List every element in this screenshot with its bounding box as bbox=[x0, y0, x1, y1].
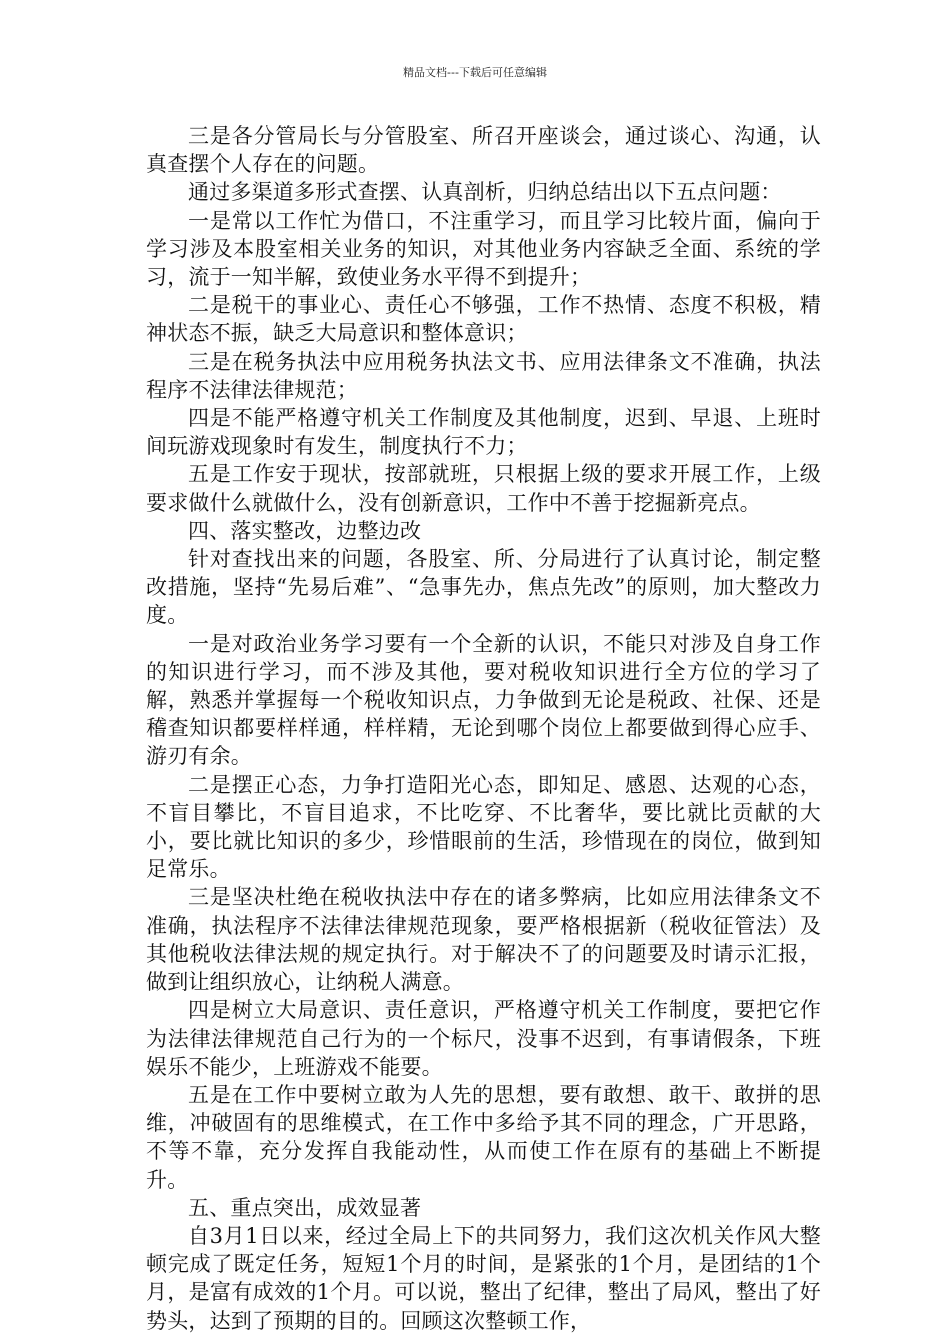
section-heading-5: 五、重点突出，成效显著 bbox=[188, 1195, 422, 1220]
paragraph-results: 自3月1日以来，经过全局上下的共同努力，我们这次机关作风大整顿完成了既定任务，短短1个月的时间，是紧张的1个月，是团结的1个月，是富有成效的1个月。可以说，整出了纪律，整出了局风，整出了好势头，达到了预期的目的。回顾这次整顿工作， bbox=[146, 1223, 821, 1333]
paragraph-measure-3: 三是坚决杜绝在税收执法中存在的诸多弊病，比如应用法律条文不准确，执法程序不法律法律规范现象，要严格根据新（税收征管法）及其他税收法律法规的规定执行。对于解决不了的问题要及时请示汇报，做到让组织放心，让纳税人满意。 bbox=[146, 885, 821, 995]
paragraph-measure-1: 一是对政治业务学习要有一个全新的认识，不能只对涉及自身工作的知识进行学习，而不涉及其他，要对税收知识进行全方位的学习了解，熟悉并掌握每一个税收知识点，力争做到无论是税政、社保、还是稽查知识都要样样通，样样精，无论到哪个岗位上都要做到得心应手、游刃有余。 bbox=[146, 631, 821, 769]
paragraph-problem-4: 四是不能严格遵守机关工作制度及其他制度，迟到、早退、上班时间玩游戏现象时有发生，制度执行不力； bbox=[146, 406, 821, 459]
page-header: 精品文档---下载后可任意编辑 bbox=[403, 66, 547, 79]
section-heading-4: 四、落实整改，边整边改 bbox=[188, 518, 422, 543]
paragraph-measure-2: 二是摆正心态，力争打造阳光心态，即知足、感恩、达观的心态，不盲目攀比，不盲目追求，不比吃穿、不比奢华，要比就比贡献的大小，要比就比知识的多少，珍惜眼前的生活，珍惜现在的岗位，做到知足常乐。 bbox=[146, 772, 821, 882]
paragraph-summary-intro: 通过多渠道多形式查摆、认真剖析，归纳总结出以下五点问题： bbox=[188, 180, 782, 205]
paragraph-measure-4: 四是树立大局意识、责任意识，严格遵守机关工作制度，要把它作为法律法律规范自己行为的一个标尺，没事不迟到，有事请假条，下班娱乐不能少，上班游戏不能要。 bbox=[146, 998, 821, 1079]
paragraph-forum-meetings: 三是各分管局长与分管股室、所召开座谈会，通过谈心、沟通，认真查摆个人存在的问题。 bbox=[146, 124, 821, 177]
document-body bbox=[146, 122, 821, 1335]
paragraph-problem-3: 三是在税务执法中应用税务执法文书、应用法律条文不准确，执法程序不法律法律规范； bbox=[146, 349, 821, 402]
paragraph-rectification-intro: 针对查找出来的问题，各股室、所、分局进行了认真讨论，制定整改措施，坚持“先易后难”、“急事先办，焦点先改”的原则，加大整改力度。 bbox=[146, 547, 821, 628]
paragraph-measure-5: 五是在工作中要树立敢为人先的思想，要有敢想、敢干、敢拼的思维，冲破固有的思维模式，在工作中多给予其不同的理念，广开思路，不等不靠，充分发挥自我能动性，从而使工作在原有的基础上不断提升。 bbox=[146, 1082, 821, 1192]
paragraph-problem-1: 一是常以工作忙为借口，不注重学习，而且学习比较片面，偏向于学习涉及本股室相关业务的知识，对其他业务内容缺乏全面、系统的学习，流于一知半解，致使业务水平得不到提升； bbox=[146, 208, 821, 290]
paragraph-problem-5: 五是工作安于现状，按部就班，只根据上级的要求开展工作，上级要求做什么就做什么，没有创新意识，工作中不善于挖掘新亮点。 bbox=[146, 462, 821, 515]
paragraph-problem-2: 二是税干的事业心、责任心不够强，工作不热情、态度不积极，精神状态不振，缺乏大局意识和整体意识； bbox=[146, 293, 821, 346]
